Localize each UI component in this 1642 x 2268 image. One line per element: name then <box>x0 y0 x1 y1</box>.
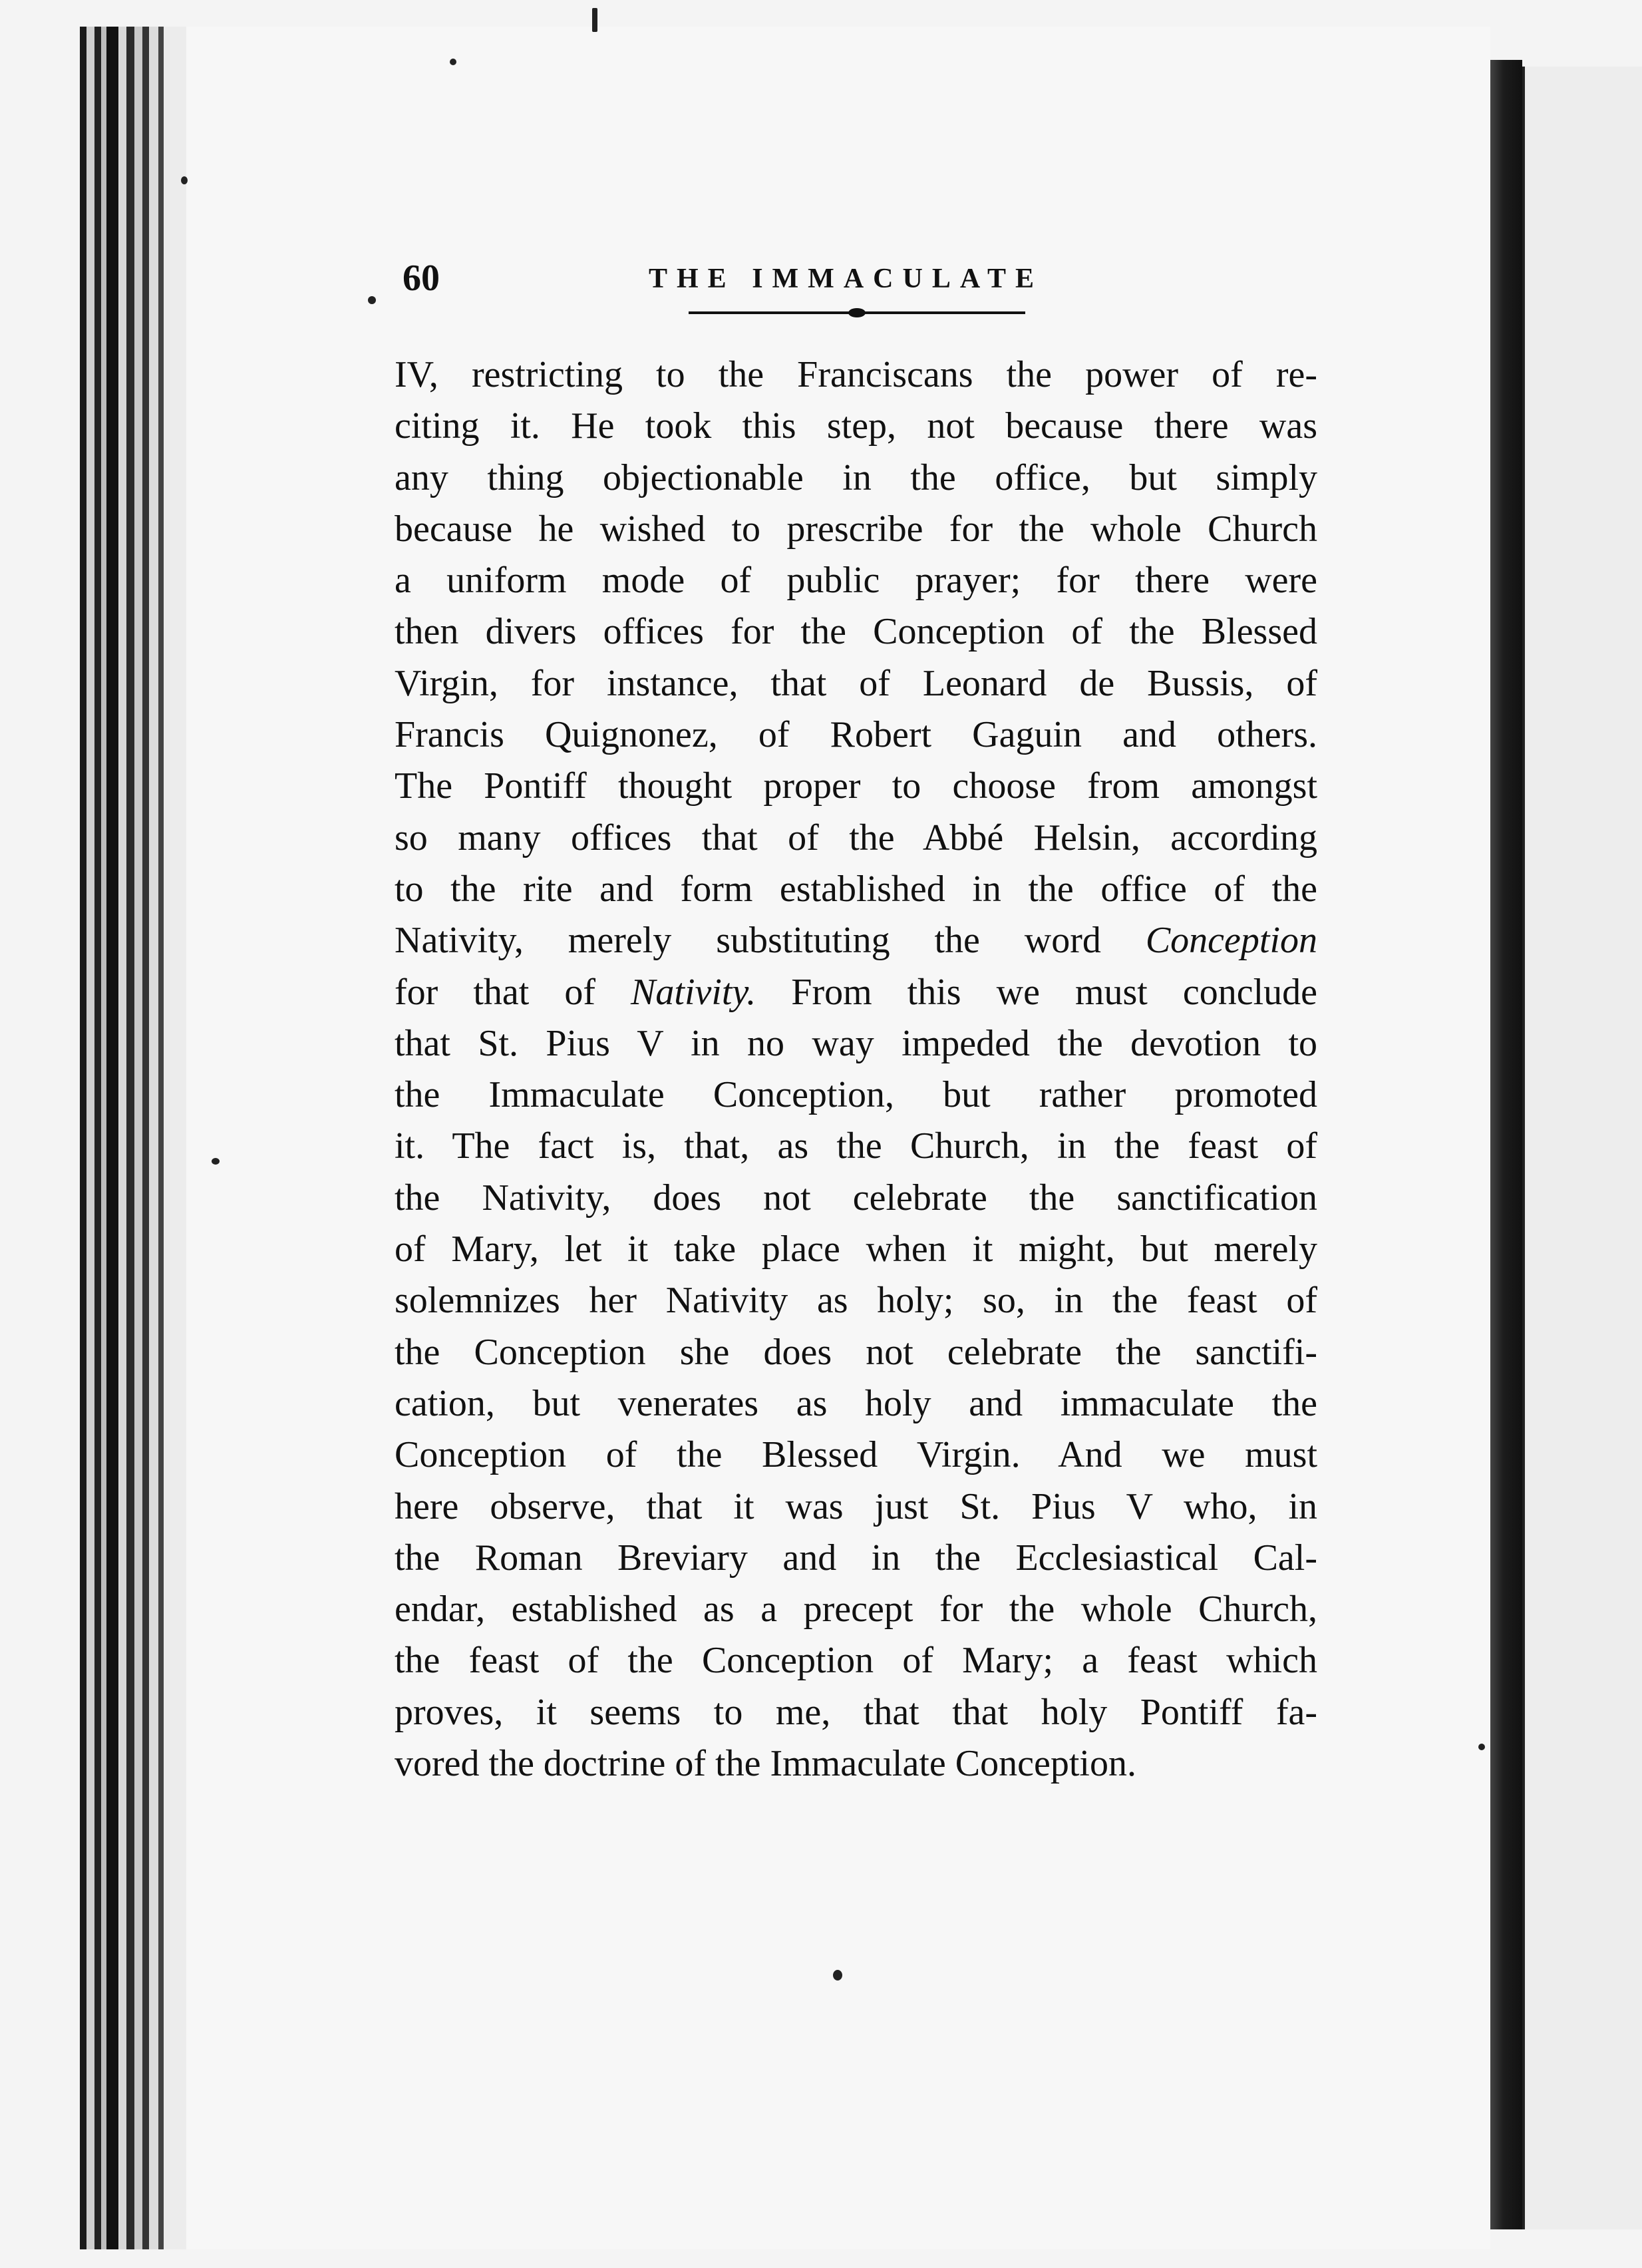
text-line: here observe, that it was just St. Pius V who, in <box>395 1485 1317 1527</box>
text-segment: Nativity, merely substituting the word <box>395 920 1101 962</box>
scan-speck <box>368 296 376 304</box>
scan-speck <box>1478 1744 1485 1750</box>
text-line: so many offices that of the Abbé Helsin, according <box>395 817 1317 858</box>
text-line: the feast of the Conception of Mary; a feast which <box>395 1640 1317 1682</box>
running-head: THE IMMACULATE <box>649 264 1044 294</box>
scan-speck <box>181 176 188 184</box>
text-line: a uniform mode of public prayer; for there were <box>395 560 1317 602</box>
text-line: IV, restricting to the Franciscans the power of re- <box>395 354 1317 395</box>
text-line: cation, but venerates as holy and immaculate the <box>395 1382 1317 1424</box>
page-header <box>403 260 1334 319</box>
page-gutter-shadow <box>1490 60 1522 2229</box>
book-binding-edge <box>80 27 186 2249</box>
text-line: Virgin, for instance, that of Leonard de Bussis, of <box>395 662 1317 704</box>
text-segment: From this we must conclude <box>791 971 1318 1013</box>
scan-speck <box>833 1970 842 1981</box>
facing-page-edge <box>1522 67 1642 2229</box>
text-line: to the rite and form established in the office of the <box>395 868 1317 910</box>
text-line-with-italic <box>395 967 1317 1018</box>
text-line: it. The fact is, that, as the Church, in the feast of <box>395 1125 1317 1167</box>
body-text <box>395 349 1317 1790</box>
text-line: because he wished to prescribe for the whole Church <box>395 508 1317 550</box>
text-segment: for that of <box>395 971 595 1013</box>
text-line: Francis Quignonez, of Robert Gaguin and others. <box>395 714 1317 756</box>
text-line: solemnizes her Nativity as holy; so, in the feast of <box>395 1280 1317 1322</box>
header-ornament <box>848 308 866 317</box>
italic-word: Nativity. <box>631 971 756 1013</box>
text-line: the Nativity, does not celebrate the sanctification <box>395 1177 1317 1219</box>
text-line: the Roman Breviary and in the Ecclesiastical Cal- <box>395 1537 1317 1579</box>
text-line: vored the doctrine of the Immaculate Conception. <box>395 1743 1136 1785</box>
text-line: endar, established as a precept for the whole Church, <box>395 1589 1317 1630</box>
text-line: The Pontiff thought proper to choose from amongst <box>395 765 1317 807</box>
page-number: 60 <box>403 258 440 299</box>
text-line: citing it. He took this step, not because there was <box>395 405 1317 447</box>
scan-speck <box>212 1158 220 1165</box>
text-line: any thing objectionable in the office, but simply <box>395 457 1317 498</box>
text-line-with-italic <box>395 915 1317 966</box>
italic-word: Conception <box>1145 920 1318 962</box>
text-line: the Immaculate Conception, but rather promoted <box>395 1074 1317 1116</box>
text-line: proves, it seems to me, that that holy Pontiff fa- <box>395 1691 1317 1733</box>
scan-speck <box>592 8 597 32</box>
scan-speck <box>450 59 456 65</box>
text-line: that St. Pius V in no way impeded the devotion to <box>395 1022 1317 1064</box>
text-line: the Conception she does not celebrate the sanctifi- <box>395 1331 1317 1373</box>
text-line: Conception of the Blessed Virgin. And we must <box>395 1434 1317 1476</box>
text-line: then divers offices for the Conception of the Blessed <box>395 611 1317 653</box>
text-line: of Mary, let it take place when it might, but merely <box>395 1228 1317 1270</box>
